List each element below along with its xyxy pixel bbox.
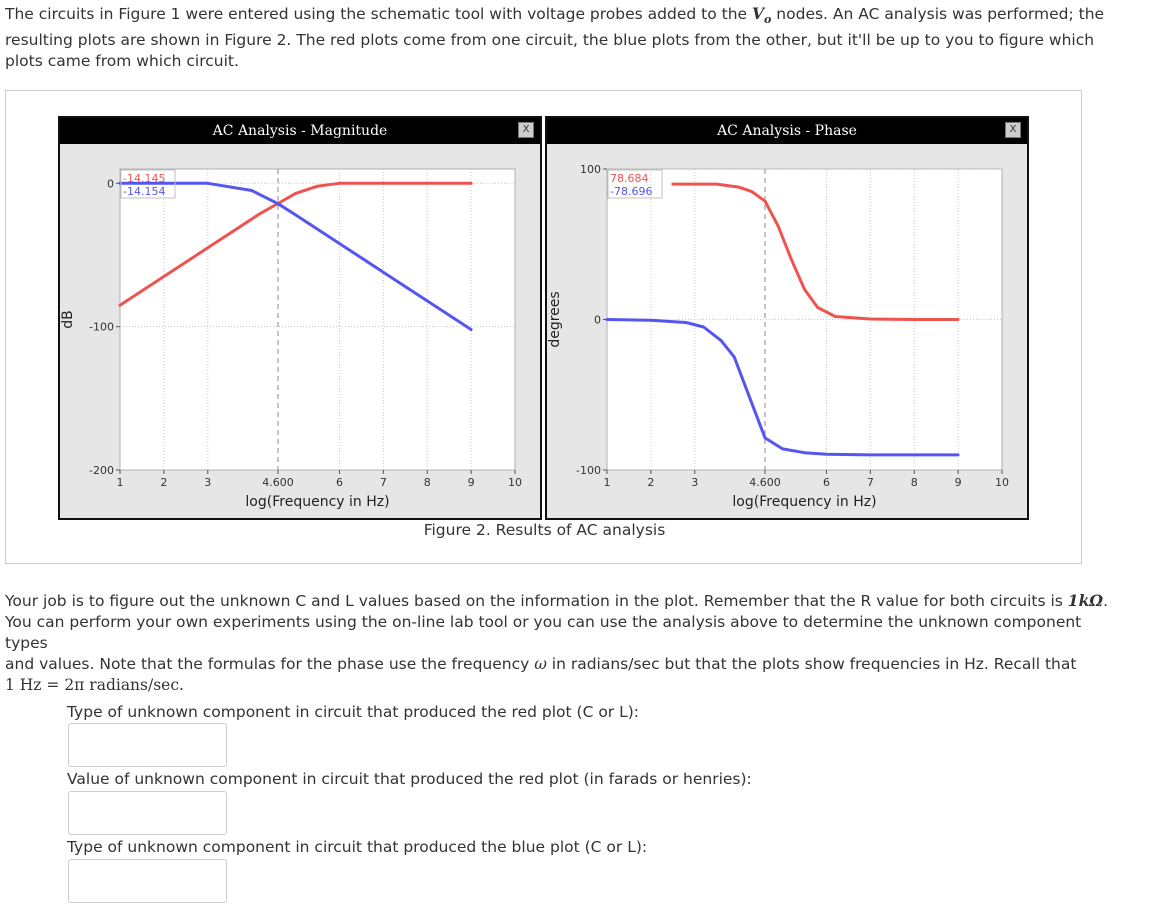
intro-text-1: The circuits in Figure 1 were entered using the schematic tool with voltage probes added to the [5, 5, 752, 23]
blue-component-type-input[interactable] [68, 859, 227, 903]
x-tick-label: 9 [954, 476, 962, 489]
y-axis-label: dB [60, 310, 76, 329]
x-tick-label: 1 [603, 476, 611, 489]
y-tick-label: 0 [594, 313, 601, 327]
x-tick-label: 8 [910, 476, 918, 489]
instructions-text-1: Your job is to figure out the unknown C and L values based on the information in the plot. Remember that the R value for both circuits is [5, 592, 1068, 610]
x-tick-label: 3 [691, 476, 699, 489]
x-tick-label: 9 [467, 476, 475, 489]
question-3-label: Type of unknown component in circuit that produced the blue plot (C or L): [67, 838, 648, 856]
x-tick-label: 2 [160, 476, 168, 489]
y-tick-label: -200 [89, 464, 114, 477]
x-tick-label: 4.600 [749, 476, 781, 489]
x-tick-label: 10 [508, 476, 522, 489]
intro-text-2: nodes. An AC analysis was performed; the [771, 5, 1105, 23]
magnitude-plot-titlebar [60, 118, 540, 144]
r-value: 1kΩ [1067, 591, 1104, 610]
x-tick-label: 7 [379, 476, 387, 489]
phase-chart[interactable] [547, 144, 1027, 518]
instructions-text-3b: in radians/sec but that the plots show frequencies in Hz. Recall that [546, 655, 1077, 673]
figure-2 [5, 90, 1082, 564]
y-tick-label: -100 [89, 320, 114, 334]
hz-equation: 1 Hz = 2π radians/sec. [5, 676, 184, 694]
x-tick-label: 2 [647, 476, 655, 489]
figure-caption: Figure 2. Results of AC analysis [423, 521, 666, 539]
phase-plot-titlebar [547, 118, 1027, 144]
question-1-label: Type of unknown component in circuit that produced the red plot (C or L): [67, 703, 640, 721]
intro-paragraph [5, 3, 1115, 72]
cursor-readout: 78.684 [610, 172, 649, 185]
x-axis-label: log(Frequency in Hz) [732, 494, 877, 510]
y-tick-label: -100 [576, 464, 601, 477]
vo-subscript: o [764, 13, 772, 27]
x-tick-label: 8 [423, 476, 431, 489]
magnitude-plot-title: AC Analysis - Magnitude [212, 123, 388, 139]
vo-symbol: V [752, 4, 765, 23]
cursor-readout: -14.154 [123, 185, 166, 198]
y-tick-label: 0 [107, 177, 114, 191]
instructions-text-3: and values. Note that the formulas for the phase use the frequency [5, 655, 535, 673]
x-tick-label: 1 [116, 476, 124, 489]
x-axis-label: log(Frequency in Hz) [245, 494, 390, 510]
instructions-text-2: You can perform your own experiments using the on-line lab tool or you can use the analysis above to determine the unknown component types [5, 613, 1082, 652]
cursor-readout: -78.696 [610, 185, 653, 198]
intro-text-4: plots came from which circuit. [5, 52, 239, 71]
x-tick-label: 6 [335, 476, 343, 489]
x-tick-label: 4.600 [262, 476, 294, 489]
x-tick-label: 10 [995, 476, 1009, 489]
cursor-readout: -14.145 [123, 172, 166, 185]
magnitude-chart[interactable] [60, 144, 540, 518]
phase-plot-title: AC Analysis - Phase [717, 123, 857, 139]
red-component-value-input[interactable] [68, 791, 227, 835]
x-tick-label: 6 [822, 476, 830, 489]
y-tick-label: 100 [580, 163, 601, 176]
instructions-text-1b: . [1103, 592, 1109, 610]
phase-close-button[interactable]: X [1005, 122, 1021, 138]
intro-text-3: resulting plots are shown in Figure 2. The red plots come from one circuit, the blue plots from the other, but it'll be up to you to figure which [5, 31, 1095, 50]
x-tick-label: 7 [866, 476, 874, 489]
x-tick-label: 3 [204, 476, 212, 489]
magnitude-plot-window [58, 116, 542, 520]
instructions-paragraph [5, 590, 1115, 696]
red-component-type-input[interactable] [68, 723, 227, 767]
magnitude-close-button[interactable]: X [518, 122, 534, 138]
omega-symbol: ω [534, 655, 547, 673]
y-axis-label: degrees [547, 291, 563, 348]
phase-plot-window [545, 116, 1029, 520]
question-2-label: Value of unknown component in circuit that produced the red plot (in farads or henries): [67, 770, 752, 788]
